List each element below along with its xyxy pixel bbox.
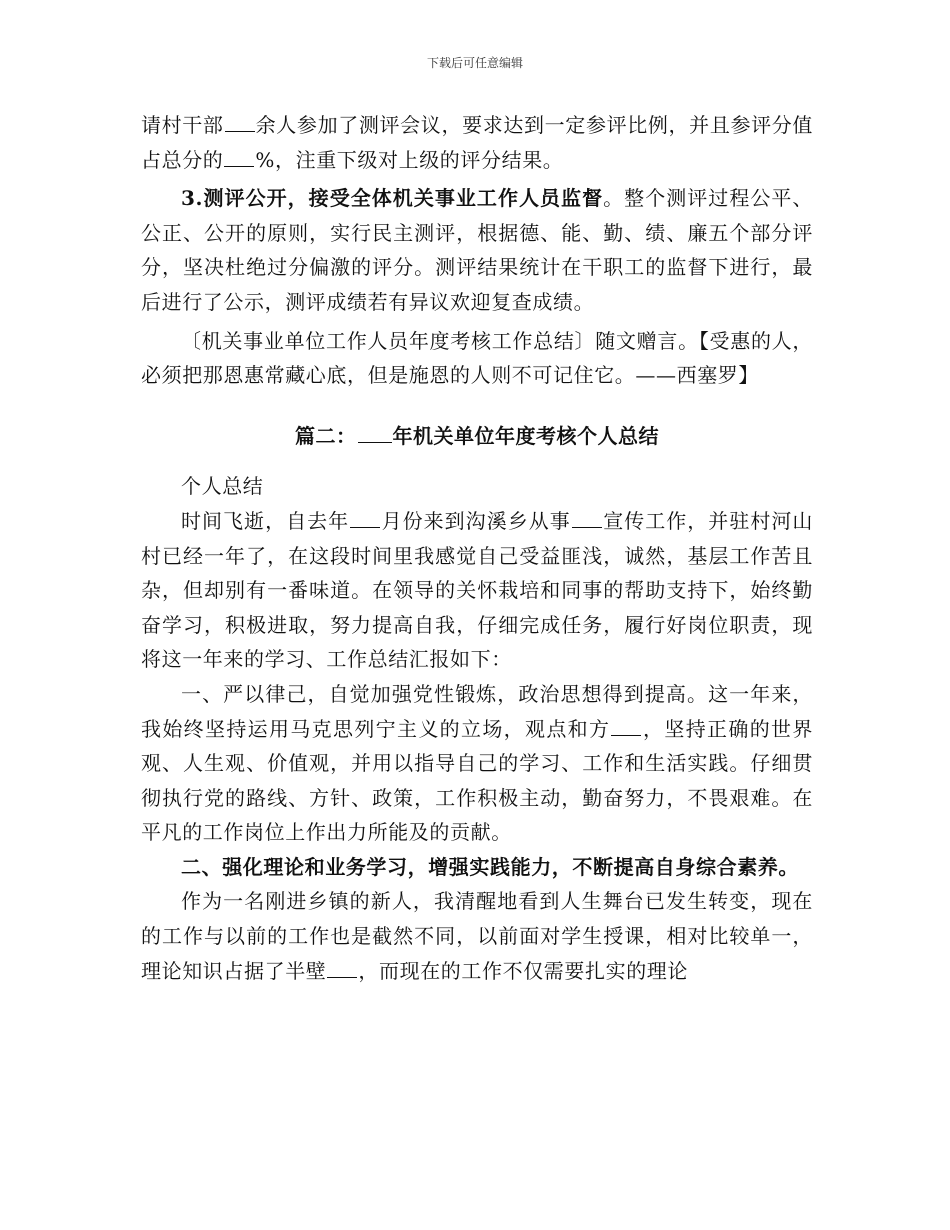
paragraph-2-heading: 3.测评公开，接受全体机关事业工作人员监督: [181, 186, 604, 211]
blank-line: [224, 165, 254, 167]
blank-line: [358, 441, 392, 443]
paragraph-6: 一、严以律己，自觉加强党性锻炼，政治思想得到提高。这一年来，我始终坚持运用马克思列宁主义的立场，观点和方 ，坚持正确的世界观、人生观、价值观，并用以指导自己的学习、工作和生活实践。仔细贯彻执行党的路线、方针、政策，工作积极主动，勤奋努力，不畏艰难。在平凡的工作岗位上作出力所能及的贡献。: [141, 681, 813, 845]
blank-line: [572, 526, 602, 528]
paragraph-2: 3.测评公开，接受全体机关事业工作人员监督。整个测评过程公平、公正、公开的原则，实行民主测评，根据德、能、勤、绩、廉五个部分评分，坚决杜绝过分偏激的评分。测评结果统计在干职工的监督下进行，最后进行了公示，测评成绩若有异议欢迎复查成绩。: [141, 186, 814, 314]
document-body: [141, 108, 813, 988]
paragraph-7-heading: 二、强化理论和业务学习，增强实践能力，不断提高自身综合素养。: [181, 854, 799, 879]
section-title: 篇二： 年机关单位年度考核个人总结: [295, 423, 659, 448]
paragraph-4: 个人总结: [181, 474, 264, 499]
page-header: 下载后可任意编辑: [426, 56, 523, 70]
paragraph-3: 〔机关事业单位工作人员年度考核工作总结〕随文赠言。【受惠的人，必须把那恩惠常藏心底，但是施恩的人则不可记住它。——西塞罗】: [141, 328, 813, 388]
blank-line: [350, 526, 380, 528]
blank-line: [225, 130, 255, 132]
paragraph-5: 时间飞逝，自去年 月份来到沟溪乡从事 宣传工作，并驻村河山村已经一年了，在这段时间里我感觉自己受益匪浅，诚然，基层工作苦且杂，但却别有一番味道。在领导的关怀栽培和同事的帮助支持下，始终勤奋学习，积极进取，努力提高自我，仔细完成任务，履行好岗位职责，现将这一年来的学习、工作总结汇报如下：: [141, 508, 813, 672]
paragraph-8: 作为一名刚进乡镇的新人，我清醒地看到人生舞台已发生转变，现在的工作与以前的工作也是截然不同，以前面对学生授课，相对比较单一，理论知识占据了半壁 ，而现在的工作不仅需要扎实的理论: [141, 889, 813, 983]
blank-line: [611, 734, 641, 736]
blank-line: [327, 976, 357, 978]
paragraph-1: 请村干部 余人参加了测评会议，要求达到一定参评比例，并且参评分值占总分的 %，注重下级对上级的评分结果。: [141, 113, 814, 172]
